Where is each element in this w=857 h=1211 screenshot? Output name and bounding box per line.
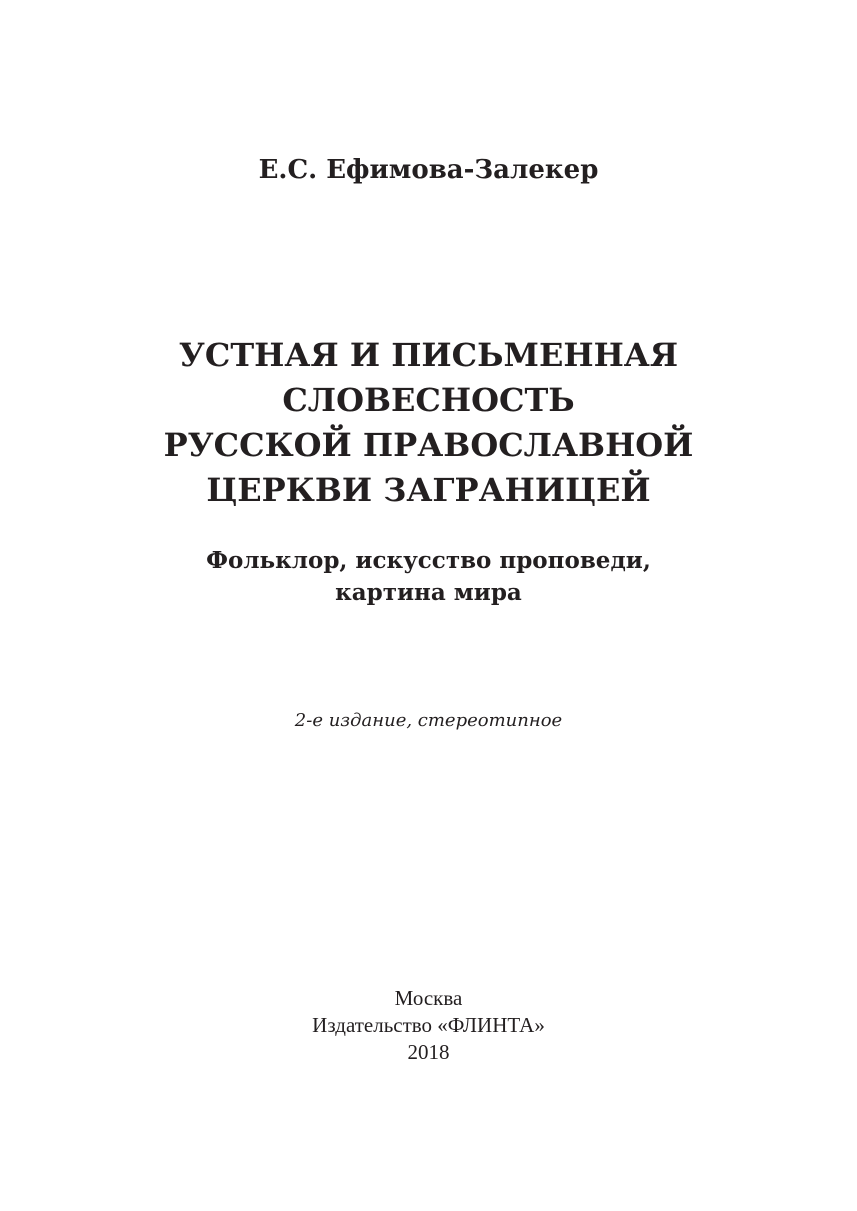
imprint bbox=[0, 985, 857, 1066]
book-title-line: СЛОВЕСНОСТЬ bbox=[282, 381, 575, 419]
book-subtitle-line: Фольклор, искусство проповеди, bbox=[206, 547, 651, 574]
imprint-city: Москва bbox=[394, 986, 463, 1010]
book-title-line: ЦЕРКВИ ЗАГРАНИЦЕЙ bbox=[206, 471, 651, 509]
book-subtitle bbox=[0, 545, 857, 609]
book-subtitle-line: картина мира bbox=[335, 579, 522, 606]
book-title bbox=[0, 333, 857, 513]
imprint-publisher: Издательство «ФЛИНТА» bbox=[312, 1013, 545, 1037]
edition-note: 2-е издание, стереотипное bbox=[294, 710, 563, 731]
imprint-year: 2018 bbox=[407, 1040, 450, 1064]
author-name: Е.С. Ефимова-Залекер bbox=[258, 155, 599, 185]
book-title-line: УСТНАЯ И ПИСЬМЕННАЯ bbox=[178, 336, 679, 374]
book-title-line: РУССКОЙ ПРАВОСЛАВНОЙ bbox=[163, 426, 694, 464]
